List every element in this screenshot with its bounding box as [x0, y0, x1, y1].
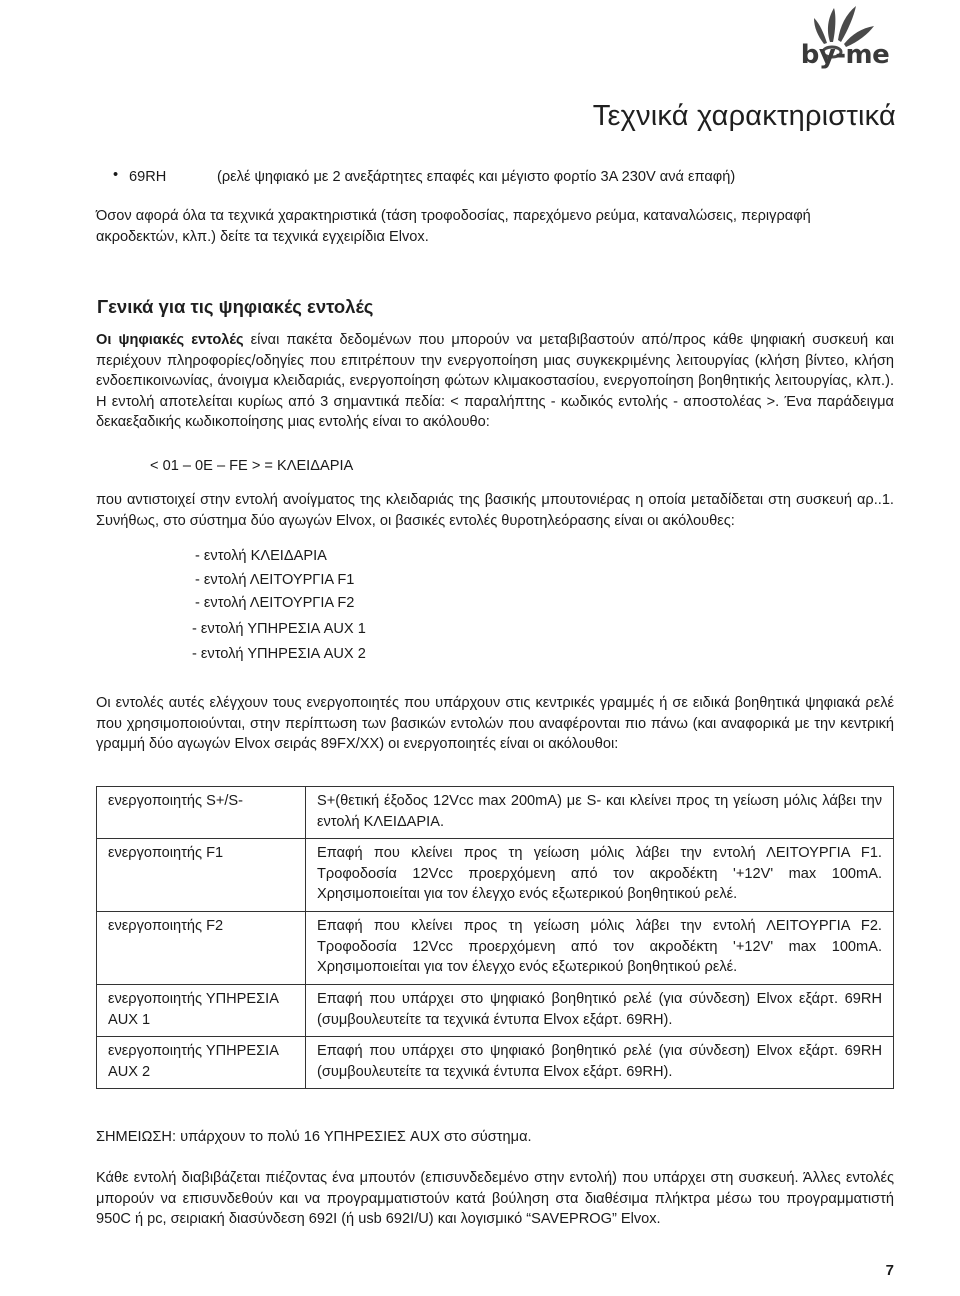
actuator-name: ενεργοποιητής S+/S- [97, 787, 306, 839]
bullet-icon: • [113, 167, 119, 183]
actuator-name: ενεργοποιητής F1 [97, 839, 306, 912]
model-description: (ρελέ ψηφιακό με 2 ανεξάρτητες επαφές και μέγιστο φορτίο 3A 230V ανά επαφή) [217, 169, 736, 185]
model-code: 69RH [129, 169, 167, 185]
aux-note: ΣΗΜΕΙΩΣΗ: υπάρχουν το πολύ 16 ΥΠΗΡΕΣΙΕΣ AUX στο σύστημα. [96, 1129, 532, 1145]
digital-paragraph-3: Οι εντολές αυτές ελέγχουν τους ενεργοποιητές που υπάρχουν στις κεντρικές γραμμές ή σε ειδικά βοηθητικά ψηφιακά ρελέ που χρησιμοποιούνται, στην περίπτωση των βασικών εντολών που αναφέρονται πιο πάνω (και αναφορικά με την κεντρική γραμμή δύο αγωγών Elvox σειράς 89FX/XX) οι ενεργοποιητές είναι οι ακόλουθοι: [96, 695, 894, 752]
digital-paragraph-1-text: είναι πακέτα δεδομένων που μπορούν να μεταβιβαστούν από/προς κάθε ψηφιακή συσκευή και περιέχουν πληροφορίες/οδηγίες που επιτρέπουν την ενεργοποίηση μιας συγκεκριμένης λειτουργίας (κλήση βίντεο, κλήση ενδοεπικοινωνίας, άνοιγμα κλειδαριάς, ενεργοποίηση φώτων κλιμακοστασίου, ενεργοποίηση βοηθητικής λειτουργίας, κλπ.). Η εντολή αποτελείται κυρίως από 3 σημαντικά πεδία: < παραλήπτης - κωδικός εντολής - αποστολέας >. Ένα παράδειγμα δεκαεξαδικής κωδικοποίησης μιας εντολής είναι το ακόλουθο: [96, 332, 894, 430]
command-item: - εντολή ΥΠΗΡΕΣΙΑ AUX 1 [192, 621, 366, 637]
actuator-description: Επαφή που κλείνει προς τη γείωση μόλις λάβει την εντολή ΛΕΙΤΟΥΡΓΙΑ F1. Τροφοδοσία 12Vcc προερχόμενη από τον ακροδέκτη '+12V' max 100mA. Χρησιμοποιείται για τον έλεγχο ενός εξωτερικού βοηθητικού ρελέ. [306, 839, 894, 912]
actuator-description: S+(θετική έξοδος 12Vcc max 200mA) με S- και κλείνει προς τη γείωση μόλις λάβει την εντολή ΚΛΕΙΔΑΡΙΑ. [306, 787, 894, 839]
actuator-name: ενεργοποιητής ΥΠΗΡΕΣΙΑ AUX 1 [97, 985, 306, 1037]
table-row [97, 985, 894, 1037]
actuator-name: ενεργοποιητής F2 [97, 912, 306, 985]
command-item: - εντολή ΛΕΙΤΟΥΡΓΙΑ F2 [195, 595, 355, 611]
actuator-description: Επαφή που υπάρχει στο ψηφιακό βοηθητικό ρελέ (για σύνδεση) Elvox εξάρτ. 69RH (συμβουλευτείτε τα τεχνικά έντυπα Elvox εξάρτ. 69RH). [306, 985, 894, 1037]
digital-paragraph-1 [96, 330, 894, 433]
logo-wordmark: by-me [800, 40, 890, 70]
actuator-name: ενεργοποιητής ΥΠΗΡΕΣΙΑ AUX 2 [97, 1037, 306, 1089]
table-row [97, 1037, 894, 1089]
digital-paragraph-2: που αντιστοιχεί στην εντολή ανοίγματος της κλειδαριάς της βασικής μπουτονιέρας η οποία μεταδίδεται στη συσκευή αρ..1. Συνήθως, στο σύστημα δύο αγωγών Elvox, οι βασικές εντολές θυροτηλεόρασης είναι οι ακόλουθες: [96, 492, 894, 529]
digital-commands-heading: Γενικά για τις ψηφιακές εντολές [97, 296, 374, 317]
intro-note-line-2: ακροδεκτών, κλπ.) δείτε τα τεχνικά εγχειρίδια Elvox. [96, 229, 429, 245]
actuator-description: Επαφή που υπάρχει στο ψηφιακό βοηθητικό ρελέ (για σύνδεση) Elvox εξάρτ. 69RH (συμβουλευτείτε τα τεχνικά έντυπα Elvox εξάρτ. 69RH). [306, 1037, 894, 1089]
closing-paragraph: Κάθε εντολή διαβιβάζεται πιέζοντας ένα μπουτόν (επισυνδεδεμένο στην εντολή) που υπάρχει στη συσκευή. Άλλες εντολές μπορούν να επισυνδεθούν και να προγραμματιστούν κατά βούληση στα διαθέσιμα πλήκτρα μέσω του προγραμματιστή 950C ή pc, σειριακή διασύνδεση 692I (ή usb 692I/U) και λογισμικό “SAVEPROG” Elvox. [96, 1170, 894, 1227]
command-item: - εντολή ΛΕΙΤΟΥΡΓΙΑ F1 [195, 572, 355, 588]
table-row [97, 839, 894, 912]
table-row [97, 912, 894, 985]
command-item: - εντολή ΥΠΗΡΕΣΙΑ AUX 2 [192, 646, 366, 662]
actuator-table [96, 786, 894, 1089]
command-item: - εντολή ΚΛΕΙΔΑΡΙΑ [195, 548, 327, 564]
section-title: Τεχνικά χαρακτηριστικά [592, 100, 896, 132]
table-row [97, 787, 894, 839]
digital-term: Οι ψηφιακές εντολές [96, 332, 244, 348]
page-number: 7 [885, 1262, 894, 1279]
intro-note-line-1: Όσον αφορά όλα τα τεχνικά χαρακτηριστικά (τάση τροφοδοσίας, παρεχόμενο ρεύμα, καταναλώσεις, περιγραφή [96, 208, 811, 224]
hex-example: < 01 – 0E – FE > = ΚΛΕΙΔΑΡΙΑ [150, 458, 354, 474]
actuator-description: Επαφή που κλείνει προς τη γείωση μόλις λάβει την εντολή ΛΕΙΤΟΥΡΓΙΑ F2. Τροφοδοσία 12Vcc προερχόμενη από τον ακροδέκτη '+12V' max 100mA. Χρησιμοποιείται για τον έλεγχο ενός εξωτερικού βοηθητικού ρελέ. [306, 912, 894, 985]
